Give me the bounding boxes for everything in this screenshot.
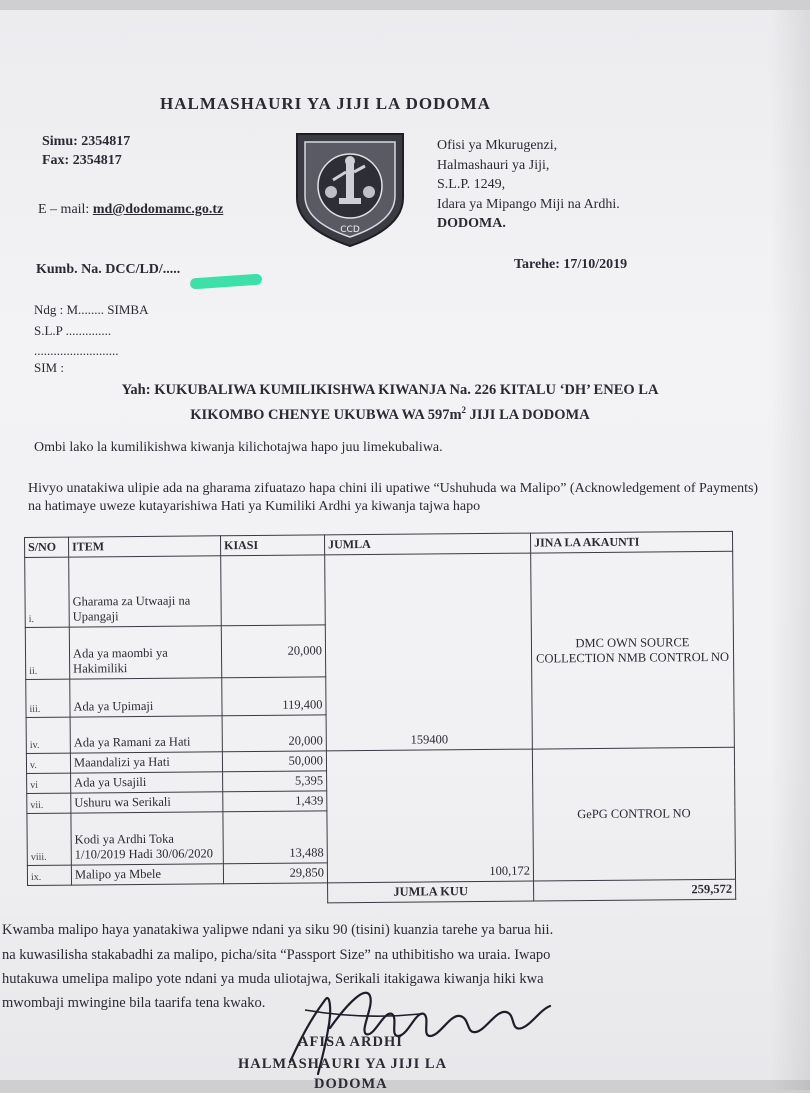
signatory-title: AFISA ARDHI [298, 1034, 403, 1050]
header-item: ITEM [69, 536, 221, 557]
subject-line-2: KIKOMBO CHENYE UKUBWA WA $597m^2$ JIJI LA DODOMA [190, 405, 590, 423]
email-label: E – mail: [38, 202, 90, 217]
footer-line-3: hutakuwa umelipa malipo yote ndani ya muda uliotajwa, Serikali itakigawa kiwanja hiki kwa [2, 971, 544, 987]
letter-date: Tarehe: 17/10/2019 [514, 257, 628, 272]
table-row: iv. Ada ya Ramani za Hati 20,000 [26, 711, 734, 753]
header-kiasi: KIASI [220, 535, 324, 556]
footer-line-1: Kwamba malipo haya yanatakiwa yalipwe ndani ya siku 90 (tisini) kuanzia tarehe ya barua hii. [2, 922, 554, 938]
table-row: ix. Malipo ya Mbele 29,850 [27, 859, 735, 885]
header-sno: S/NO [25, 537, 69, 557]
table-row: i. Gharama za Utwaaji na Upangaji 159400 DMC OWN SOURCE COLLECTION NMB CONTROL NO [25, 551, 734, 627]
grand-total-value: 259,572 [534, 879, 736, 901]
fees-table [24, 531, 736, 906]
recipient-sim: SIM : [34, 360, 64, 375]
footer-line-2: na kuwasilisha stakabadhi za malipo, picha/sita “Passport Size” na uthibitisho wa uraia. Iwapo [2, 947, 551, 963]
approval-sentence: Ombi lako la kumilikishwa kiwanja kilichotajwa hapo juu limekubaliwa. [34, 440, 443, 455]
signatory-org: HALMASHAURI YA JIJI LA [238, 1056, 448, 1072]
letterhead-title: HALMASHAURI YA JIJI LA DODOMA [160, 94, 491, 113]
email-address: md@dodomamc.go.tz [92, 202, 224, 217]
grand-total-label: JUMLA KUU [328, 881, 534, 903]
table-row: vii. Ushuru wa Serikali 1,439 [27, 787, 735, 813]
subject-heading [40, 380, 740, 425]
subject-line-1: Yah: KUKUBALIWA KUMILIKISHWA KIWANJA Na. 226 KITALU ‘DH’ ENEO LA [121, 382, 659, 398]
signatory-city: DODOMA [314, 1076, 388, 1092]
table-row: ii. Ada ya maombi ya Hakimiliki 20,000 [25, 621, 733, 679]
account-name-2: GePG CONTROL NO [532, 747, 735, 881]
account-name-1: DMC OWN SOURCE COLLECTION NMB CONTROL NO [531, 551, 735, 749]
office-city: DODOMA. [437, 216, 506, 231]
table-row: v. Maandalizi ya Hati 50,000 100,172 GePG CONTROL NO [26, 747, 734, 773]
email-line [38, 202, 223, 218]
jumla-subtotal-1: 159400 [325, 553, 533, 751]
fax-number: Fax: 2354817 [42, 153, 122, 168]
footer-line-4: mwombaji mwingine bila taarifa tena kwako. [2, 995, 266, 1011]
office-line-3: S.L.P. 1249, [437, 177, 506, 192]
table-row: iii. Ada ya Upimaji 119,400 [26, 673, 734, 717]
phone-number: Simu: 2354817 [42, 134, 131, 149]
table-row: viii. Kodi ya Ardhi Toka 1/10/2019 Hadi 30/06/2020 13,488 [27, 807, 735, 865]
page-shadow [770, 10, 810, 1090]
letter-page [0, 10, 810, 1092]
seal-label: CCD [340, 225, 360, 235]
city-council-seal-icon [293, 128, 407, 250]
table-row: vi Ada ya Usajili 5,395 [27, 767, 735, 793]
office-line-1: Ofisi ya Mkurugenzi, [437, 138, 558, 153]
recipient-name: Ndg : M........ SIMBA [34, 302, 149, 317]
office-line-2: Halmashauri ya Jiji, [437, 158, 550, 173]
recipient-po-box: S.L.P .............. [34, 323, 112, 338]
reference-number: Kumb. Na. DCC/LD/..... [36, 262, 181, 277]
payment-instructions: Hivyo unatakiwa ulipie ada na gharama zifuatazo hapa chini ili upatiwe “Ushuhuda wa Malipo” (Acknowledgement of Payments) na hatimaye uweze kutayarishiwa Hati ya Kumiliki Ardhi ya kiwanja tajwa hapo [28, 481, 759, 514]
header-account: JINA LA AKAUNTI [530, 531, 732, 553]
recipient-address-dots: .......................... [34, 343, 119, 358]
jumla-subtotal-2: 100,172 [326, 749, 533, 883]
redaction-highlight [190, 274, 263, 290]
header-jumla: JUMLA [324, 533, 530, 555]
office-line-4: Idara ya Mipango Miji na Ardhi. [437, 197, 620, 212]
